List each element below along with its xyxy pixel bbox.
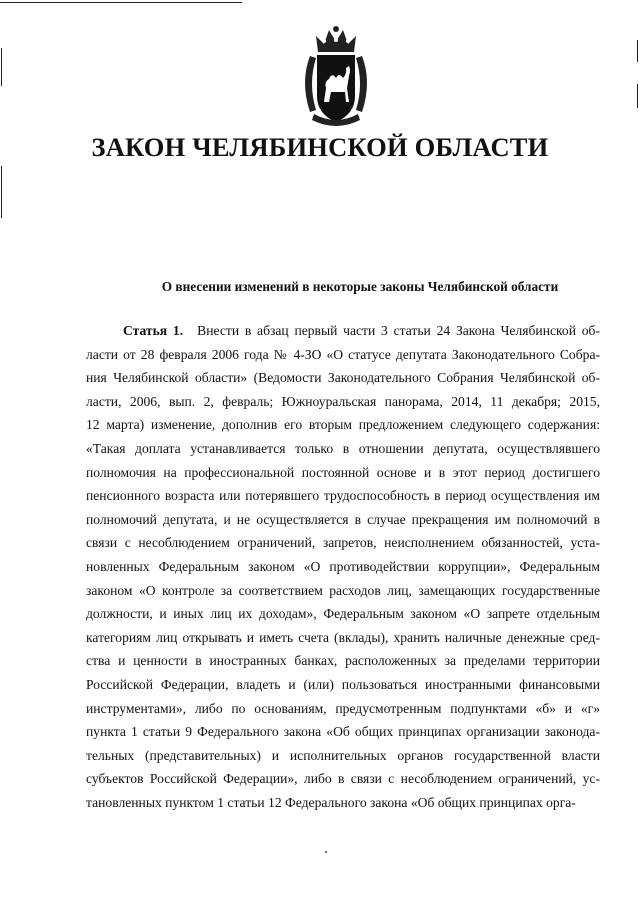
article-line: связи с несоблюдением ограничений, запретов, неисполнением обязанностей, уста- (86, 535, 600, 551)
scan-edge-line-left-2 (1, 166, 2, 218)
article-line: пенсионного возраста или потерявшего трудоспособность в период осуществления им (86, 488, 600, 504)
article-label: Статья 1. (123, 323, 184, 338)
article-line: категориям лиц открывать и иметь счета (вклады), хранить наличные денежные сред- (86, 629, 600, 645)
article-line: Статья 1. Внести в абзац первый части 3 статьи 24 Закона Челябинской об- (123, 323, 600, 338)
article-line: «Такая доплата устанавливается только в отношении депутата, осуществлявшего (86, 440, 600, 456)
article-line: должности, и иных лиц их доходам», Федеральным законом «О запрете отдельным (86, 606, 600, 622)
scan-edge-line-left (1, 48, 2, 86)
article-line: пункта 1 статьи 9 Федерального закона «Об общих принципах организации законода- (86, 724, 600, 740)
chelyabinsk-coat-of-arms-icon (296, 22, 376, 130)
article-line: ласти, 2006, вып. 2, февраль; Южноуральская панорама, 2014, 11 декабря; 2015, (86, 393, 600, 409)
document-title: ЗАКОН ЧЕЛЯБИНСКОЙ ОБЛАСТИ (91, 132, 549, 162)
article-line: инструментами», либо по основаниям, предусмотренным подпунктами «б» и «г» (86, 700, 600, 716)
article-line: субъектов Российской Федерации», либо в связи с несоблюдением ограничений, ус- (86, 771, 600, 787)
scan-edge-line-right (637, 40, 638, 62)
scan-edge-line-right-2 (637, 84, 638, 108)
article-line: полномочий депутата, и не осуществляется в случае прекращения им полномочий в (86, 511, 600, 527)
scan-edge-line-top (0, 2, 242, 3)
article-line: новленных Федеральным законом «О противодействии коррупции», Федеральным (86, 558, 600, 574)
article-line: полномочия на профессиональной постоянной основе и в этот период достигшего (86, 464, 600, 480)
article-line: Российской Федерации, владеть и (или) пользоваться иностранными финансовыми (86, 676, 600, 692)
article-line: законом «О контроле за соответствием расходов лиц, замещающих государственные (86, 582, 600, 598)
article-line: ния Челябинской области» (Ведомости Законодательного Собрания Челябинской об- (86, 370, 600, 386)
scan-speck (325, 851, 327, 853)
article-line: ласти от 28 февраля 2006 года № 4-ЗО «О статусе депутата Законодательного Собра- (86, 346, 600, 362)
document-subtitle: О внесении изменений в некоторые законы Челябинской области (161, 279, 559, 294)
article-body (86, 319, 600, 814)
article-line: 12 марта) изменение, дополнив его вторым предложением следующего содержания: (86, 417, 600, 433)
article-line: тановленных пунктом 1 статьи 12 Федерального закона «Об общих принципах орга- (86, 794, 576, 810)
article-line: тельных (представительных) и исполнительных органов государственной власти (86, 747, 600, 763)
article-line: ства и ценности в иностранных банках, расположенных за пределами территории (86, 653, 600, 669)
